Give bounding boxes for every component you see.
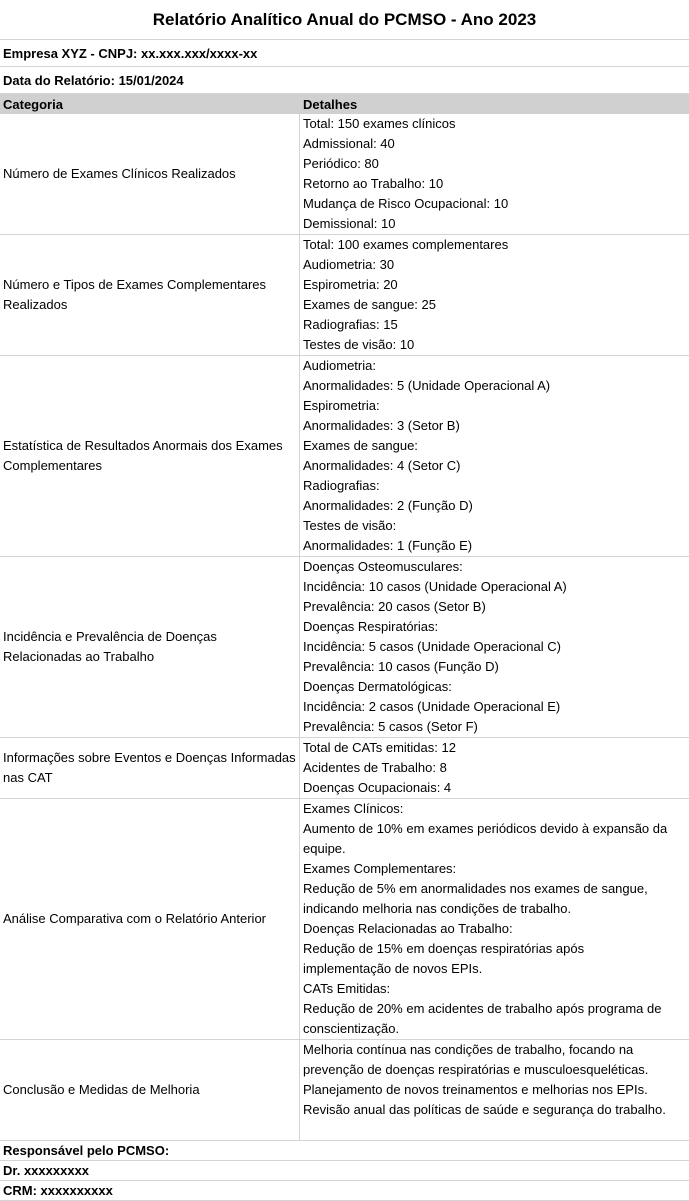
detail-line: Doenças Osteomusculares:	[303, 559, 463, 574]
detail-line: Redução de 5% em anormalidades nos exames de sangue,	[303, 881, 648, 896]
detail-line: Anormalidades: 1 (Função E)	[303, 538, 473, 553]
detail-line: Doenças Relacionadas ao Trabalho:	[303, 921, 513, 936]
detail-line: Exames de sangue:	[303, 438, 418, 453]
detail-line: Prevalência: 10 casos (Função D)	[303, 659, 499, 674]
detail-line: CATs Emitidas:	[303, 981, 391, 996]
detail-line: Radiografias: 15	[303, 317, 398, 332]
detail-line: Exames Clínicos:	[303, 801, 404, 816]
details-cell	[300, 799, 689, 1039]
detail-line: Radiografias:	[303, 478, 380, 493]
detail-line: Aumento de 10% em exames periódicos devido à expansão da	[303, 821, 668, 836]
detail-line: Anormalidades: 4 (Setor C)	[303, 458, 461, 473]
detail-line: Espirometria: 20	[303, 277, 398, 292]
details-cell	[300, 1040, 689, 1140]
detail-line: Incidência: 10 casos (Unidade Operacional A)	[303, 579, 567, 594]
table-header	[0, 94, 689, 114]
details-cell	[300, 557, 689, 737]
detail-line: Incidência: 2 casos (Unidade Operacional E)	[303, 699, 561, 714]
table-row	[0, 557, 689, 738]
table-row	[0, 1040, 689, 1141]
detail-line: Anormalidades: 2 (Função D)	[303, 498, 473, 513]
detail-line: Doenças Respiratórias:	[303, 619, 439, 634]
company-info: Empresa XYZ - CNPJ: xx.xxx.xxx/xxxx-xx	[0, 40, 689, 67]
detail-line: Admissional: 40	[303, 136, 395, 151]
doctor-crm: CRM: xxxxxxxxxx	[0, 1181, 689, 1201]
header-details: Detalhes	[303, 96, 358, 112]
detail-line: Redução de 20% em acidentes de trabalho após programa de	[303, 1001, 662, 1016]
table-body	[0, 114, 689, 1141]
details-cell	[300, 738, 689, 798]
doctor-name: Dr. xxxxxxxxx	[0, 1161, 689, 1181]
detail-line: Planejamento de novos treinamentos e melhorias nos EPIs.	[303, 1082, 648, 1097]
detail-line: Testes de visão:	[303, 518, 397, 533]
detail-line: Prevalência: 5 casos (Setor F)	[303, 719, 478, 734]
details-cell	[300, 356, 689, 556]
detail-line: Acidentes de Trabalho: 8	[303, 760, 447, 775]
table-row	[0, 799, 689, 1040]
report-date: Data do Relatório: 15/01/2024	[0, 67, 689, 94]
responsible-label: Responsável pelo PCMSO:	[0, 1141, 689, 1161]
detail-line: Audiometria: 30	[303, 257, 395, 272]
detail-line: Espirometria:	[303, 398, 380, 413]
table-row	[0, 738, 689, 799]
detail-line: Anormalidades: 5 (Unidade Operacional A)	[303, 378, 551, 393]
detail-line: Incidência: 5 casos (Unidade Operacional C)	[303, 639, 561, 654]
detail-line: Retorno ao Trabalho: 10	[303, 176, 444, 191]
detail-line: implementação de novos EPIs.	[303, 961, 483, 976]
detail-line: Mudança de Risco Ocupacional: 10	[303, 196, 509, 211]
category-cell: Estatística de Resultados Anormais dos Exames Complementares	[0, 356, 300, 556]
detail-line: prevenção de doenças respiratórias e musculoesqueléticas.	[303, 1062, 649, 1077]
detail-line: equipe.	[303, 841, 346, 856]
detail-line: Total: 100 exames complementares	[303, 237, 509, 252]
detail-line: Audiometria:	[303, 358, 376, 373]
detail-line: Melhoria contínua nas condições de trabalho, focando na	[303, 1042, 634, 1057]
detail-line: Demissional: 10	[303, 216, 396, 231]
category-cell: Informações sobre Eventos e Doenças Informadas nas CAT	[0, 738, 300, 798]
detail-line: Total de CATs emitidas: 12	[303, 740, 456, 755]
detail-line: Revisão anual das políticas de saúde e segurança do trabalho.	[303, 1102, 666, 1117]
details-cell	[300, 114, 689, 234]
category-cell: Conclusão e Medidas de Melhoria	[0, 1040, 300, 1140]
table-row	[0, 356, 689, 557]
category-cell: Análise Comparativa com o Relatório Anterior	[0, 799, 300, 1039]
detail-line: Doenças Ocupacionais: 4	[303, 780, 452, 795]
header-category: Categoria	[3, 96, 63, 112]
detail-line	[303, 1120, 689, 1140]
detail-line: Exames de sangue: 25	[303, 297, 436, 312]
detail-line: Total: 150 exames clínicos	[303, 116, 456, 131]
table-row	[0, 114, 689, 235]
table-row	[0, 235, 689, 356]
detail-line: Anormalidades: 3 (Setor B)	[303, 418, 460, 433]
category-cell: Número de Exames Clínicos Realizados	[0, 114, 300, 234]
detail-line: Exames Complementares:	[303, 861, 457, 876]
detail-line: Redução de 15% em doenças respiratórias após	[303, 941, 585, 956]
category-cell: Incidência e Prevalência de Doenças Relacionadas ao Trabalho	[0, 557, 300, 737]
detail-line: Prevalência: 20 casos (Setor B)	[303, 599, 486, 614]
detail-line: Testes de visão: 10	[303, 337, 415, 352]
details-cell	[300, 235, 689, 355]
detail-line: indicando melhoria nas condições de trabalho.	[303, 901, 572, 916]
detail-line: conscientização.	[303, 1021, 400, 1036]
category-cell: Número e Tipos de Exames Complementares Realizados	[0, 235, 300, 355]
report-title: Relatório Analítico Anual do PCMSO - Ano 2023	[0, 0, 689, 40]
detail-line: Doenças Dermatológicas:	[303, 679, 452, 694]
detail-line: Periódico: 80	[303, 156, 379, 171]
